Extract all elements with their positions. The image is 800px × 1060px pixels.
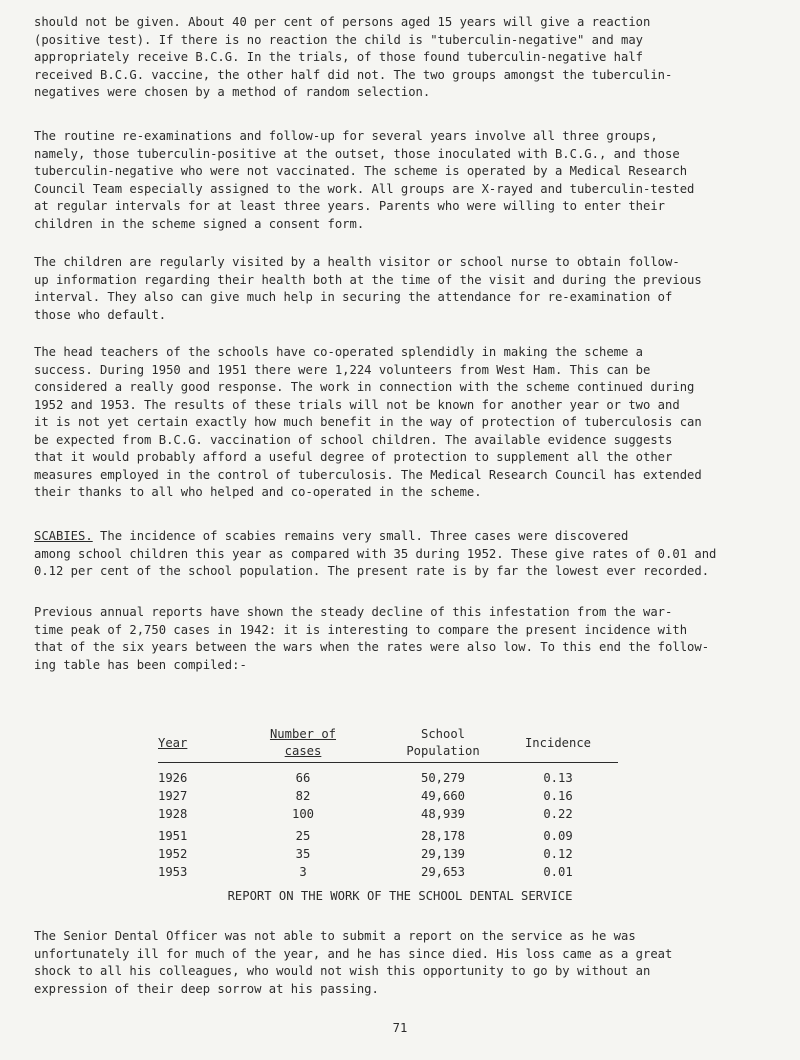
- cell-cases: 3: [299, 865, 307, 879]
- text-line: [34, 528, 784, 546]
- text-line: interval. They also can give much help in securing the attendance for re-examination of: [34, 290, 673, 304]
- cell-incidence: 0.12: [543, 847, 573, 861]
- text-line: Council Team especially assigned to the work. All groups are X-rayed and tuberculin-tested: [34, 181, 695, 196]
- cell-year: 1928: [158, 807, 188, 821]
- text-line: it is not yet certain exactly how much benefit in the way of protection of tuberculosis can: [34, 415, 702, 429]
- cell-cases: 100: [291, 807, 314, 821]
- cell-year: 1926: [158, 771, 188, 785]
- paragraph-previous-reports: [34, 604, 784, 674]
- header-population: [388, 726, 498, 760]
- cell-incidence: 0.13: [543, 771, 573, 785]
- cell-population: 29,139: [420, 847, 466, 861]
- text-line: received B.C.G. vaccine, the other half did not. The two groups amongst the tuberculin-: [34, 67, 673, 82]
- header-population-line2: Population: [406, 744, 480, 758]
- text-line: 1952 and 1953. The results of these trials will not be known for another year or two and: [34, 397, 680, 412]
- paragraph-bcg-reaction: [34, 14, 784, 102]
- text-line: should not be given. About 40 per cent of persons aged 15 years will give a reaction: [34, 15, 651, 29]
- header-year-label: Year: [158, 736, 188, 750]
- section-title-dental-service: REPORT ON THE WORK OF THE SCHOOL DENTAL SERVICE: [227, 889, 573, 903]
- header-incidence: [498, 735, 618, 752]
- table-row: [158, 788, 618, 806]
- text-line: expression of their deep sorrow at his passing.: [34, 981, 379, 996]
- cell-cases: 66: [295, 771, 311, 785]
- scabies-heading: SCABIES.: [34, 529, 93, 543]
- text-line: (positive test). If there is no reaction the child is "tuberculin-negative" and may: [34, 32, 644, 47]
- page-number: 71: [392, 1021, 408, 1035]
- text-line: namely, those tuberculin-positive at the outset, those inoculated with B.C.G., and those: [34, 146, 680, 161]
- text-line: time peak of 2,750 cases in 1942: it is interesting to compare the present incidence with: [34, 622, 688, 637]
- cell-population: 29,653: [420, 865, 466, 879]
- text-line: that of the six years between the wars when the rates were also low. To this end the follow-: [34, 640, 710, 654]
- paragraph-scabies: [34, 528, 784, 581]
- header-cases-line2: cases: [284, 744, 322, 758]
- cell-incidence: 0.09: [543, 829, 573, 843]
- scabies-first-line: The incidence of scabies remains very small. Three cases were discovered: [92, 529, 629, 543]
- text-line: at regular intervals for at least three years. Parents who were willing to enter their: [34, 199, 666, 213]
- table-row: [158, 806, 618, 824]
- text-line: their thanks to all who helped and co-operated in the scheme.: [34, 485, 482, 499]
- text-line: ing table has been compiled:-: [34, 657, 247, 672]
- header-year: [158, 735, 198, 752]
- header-incidence-label: Incidence: [524, 736, 592, 750]
- cell-cases: 25: [295, 829, 311, 843]
- cell-population: 28,178: [420, 829, 466, 843]
- cell-incidence: 0.22: [543, 807, 573, 821]
- paragraph-dental-officer: [34, 928, 784, 998]
- cell-population: 48,939: [420, 807, 466, 821]
- cell-cases: 35: [295, 847, 311, 861]
- text-line: those who default.: [34, 307, 167, 322]
- table-row: [158, 828, 618, 846]
- cell-year: 1951: [158, 829, 188, 843]
- paragraph-routine-examinations: [34, 128, 784, 233]
- cell-population: 50,279: [420, 771, 466, 785]
- paragraph-health-visitors: [34, 254, 784, 324]
- cell-cases: 82: [295, 789, 311, 803]
- cell-incidence: 0.16: [543, 789, 573, 803]
- text-line: shock to all his colleagues, who would not wish this opportunity to go by without an: [34, 964, 651, 978]
- cell-incidence: 0.01: [543, 865, 573, 879]
- text-line: up information regarding their health both at the time of the visit and during the previous: [34, 272, 702, 287]
- text-line: negatives were chosen by a method of random selection.: [34, 85, 431, 99]
- header-cases-line1: Number of: [269, 727, 337, 741]
- header-rule: [158, 762, 618, 763]
- text-line: The routine re-examinations and follow-up for several years involve all three groups,: [34, 129, 658, 143]
- text-line: unfortunately ill for much of the year, and he has since died. His loss came as a great: [34, 946, 673, 961]
- text-line: success. During 1950 and 1951 there were 1,224 volunteers from West Ham. This can be: [34, 362, 651, 377]
- text-line: among school children this year as compared with 35 during 1952. These give rates of 0.01 and: [34, 546, 717, 561]
- table-row: [158, 770, 618, 788]
- text-line: Previous annual reports have shown the steady decline of this infestation from the war-: [34, 605, 673, 619]
- text-line: that it would probably afford a useful degree of protection to supplement all the other: [34, 450, 673, 464]
- header-cases: [248, 726, 358, 760]
- text-line: tuberculin-negative who were not vaccinated. The scheme is operated by a Medical Research: [34, 164, 688, 178]
- cell-year: 1953: [158, 865, 188, 879]
- header-population-line1: School: [420, 727, 466, 741]
- text-line: appropriately receive B.C.G. In the trials, of those found tuberculin-negative half: [34, 50, 644, 64]
- cell-population: 49,660: [420, 789, 466, 803]
- text-line: The head teachers of the schools have co-operated splendidly in making the scheme a: [34, 345, 644, 359]
- text-line: The children are regularly visited by a health visitor or school nurse to obtain follow-: [34, 255, 680, 269]
- text-line: 0.12 per cent of the school population. The present rate is by far the lowest ever recorded.: [34, 564, 710, 578]
- text-line: be expected from B.C.G. vaccination of school children. The available evidence suggests: [34, 432, 673, 447]
- text-line: children in the scheme signed a consent form.: [34, 216, 365, 231]
- paragraph-head-teachers: [34, 344, 784, 502]
- text-line: The Senior Dental Officer was not able to submit a report on the service as he was: [34, 929, 636, 943]
- cell-year: 1952: [158, 847, 188, 861]
- text-line: considered a really good response. The work in connection with the scheme continued during: [34, 380, 695, 394]
- table-row: [158, 864, 618, 882]
- text-line: measures employed in the control of tuberculosis. The Medical Research Council has extended: [34, 467, 702, 482]
- table-row: [158, 846, 618, 864]
- cell-year: 1927: [158, 789, 188, 803]
